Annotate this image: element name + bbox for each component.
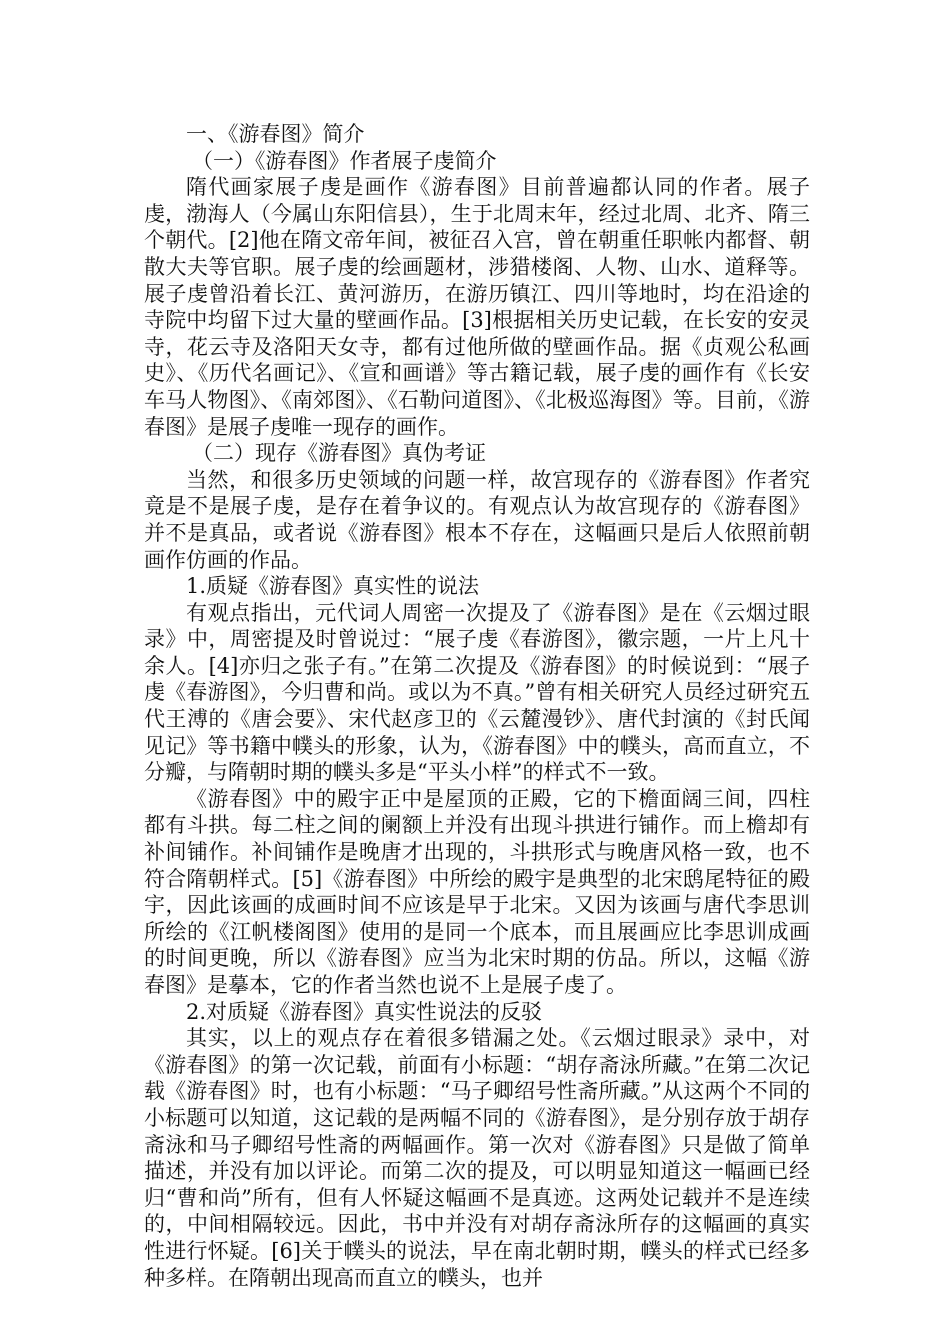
body-paragraph: 《游春图》中的殿宇正中是屋顶的正殿，它的下檐面阔三间，四柱都有斗拱。每二柱之间的阑额上并没有出现斗拱进行铺作。而上檐却有补间铺作。补间铺作是晚唐才出现的，斗拱形式与晚唐风格一致，也不符合隋朝样式。[5]《游春图》中所绘的殿宇是典型的北宋鸱尾特征的殿宇，因此该画的成画时间不应该是早于北宋。又因为该画与唐代李思训所绘的《江帆楼阁图》使用的是同一个底本，而且展画应比李思训成画的时间更晚，所以《游春图》应当为北宋时期的仿品。所以，这幅《游春图》是摹本，它的作者当然也说不上是展子虔了。 (144, 786, 810, 997)
body-paragraph: 其实，以上的观点存在着很多错漏之处。《云烟过眼录》录中，对《游春图》的第一次记载，前面有小标题：“胡存斋泳所藏。”在第二次记载《游春图》时，也有小标题：“马子卿绍号性斋所藏。”从这两个不同的小标题可以知道，这记载的是两幅不同的《游春图》，是分别存放于胡存斋泳和马子卿绍号性斋的两幅画作。第一次对《游春图》只是做了简单描述，并没有加以评论。而第二次的提及，可以明显知道这一幅画已经归“曹和尚”所有，但有人怀疑这幅画不是真迹。这两处记载并不是连续的，中间相隔较远。因此，书中并没有对胡存斋泳所存的这幅画的真实性进行怀疑。[6]关于幞头的说法，早在南北朝时期，幞头的样式已经多种多样。在隋朝出现高而直立的幞头，也并 (144, 1026, 810, 1290)
body-paragraph: 当然，和很多历史领域的问题一样，故宫现存的《游春图》作者究竟是不是展子虔，是存在着争议的。有观点认为故宫现存的《游春图》并不是真品，或者说《游春图》根本不存在，这幅画只是后人依照前朝画作仿画的作品。 (144, 467, 810, 572)
section-heading: 一、《游春图》简介 (186, 122, 365, 146)
numbered-heading: 1.质疑《游春图》真实性的说法 (186, 574, 480, 599)
subsection-heading: （二）现存《游春图》真伪考证 (192, 441, 486, 466)
body-paragraph: 有观点指出，元代词人周密一次提及了《游春图》是在《云烟过眼录》中，周密提及时曾说过：“展子虔《春游图》，徽宗题，一片上凡十余人。[4]亦归之张子有。”在第二次提及《游春图》的时候说到：“展子虔《春游图》，今归曹和尚。或以为不真。”曾有相关研究人员经过研究五代王溥的《唐会要》、宋代赵彦卫的《云麓漫钞》、唐代封演的《封氏闻见记》等书籍中幞头的形象，认为，《游春图》中的幞头，高而直立，不分瓣，与隋朝时期的幞头多是“平头小样”的样式不一致。 (144, 600, 810, 785)
subsection-heading: （一）《游春图》作者展子虔简介 (192, 148, 497, 173)
numbered-heading: 2.对质疑《游春图》真实性说法的反驳 (186, 999, 543, 1024)
document-body (144, 121, 810, 1291)
body-paragraph: 隋代画家展子虔是画作《游春图》目前普遍都认同的作者。展子虔，渤海人（今属山东阳信县），生于北周末年，经过北周、北齐、隋三个朝代。[2]他在隋文帝年间，被征召入宫，曾在朝重任职帐内都督、朝散大夫等官职。展子虔的绘画题材，涉猎楼阁、人物、山水、道释等。展子虔曾沿着长江、黄河游历，在游历镇江、四川等地时，均在沿途的寺院中均留下过大量的壁画作品。[3]根据相关历史记载，在长安的安灵寺，花云寺及洛阳天女寺，都有过他所做的壁画作品。据《贞观公私画史》、《历代名画记》、《宣和画谱》等古籍记载，展子虔的画作有《长安车马人物图》、《南郊图》、《石勒问道图》、《北极巡海图》等。目前，《游春图》是展子虔唯一现存的画作。 (144, 175, 810, 439)
